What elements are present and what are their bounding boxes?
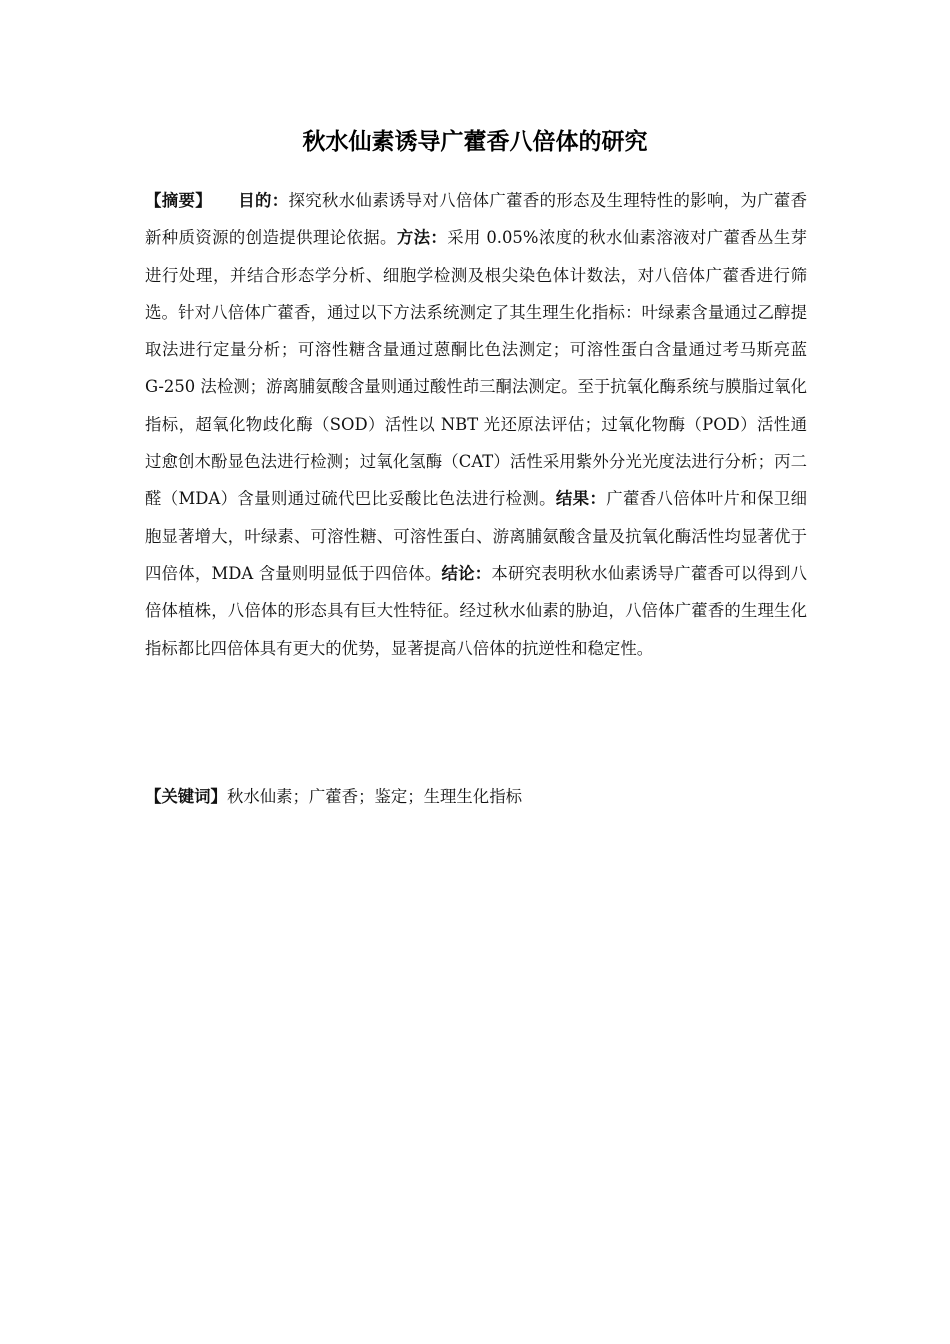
result-text: 广藿香八倍体叶片和保卫细胞显著增大，叶绿素、可溶性糖、可溶性蛋白、游离脯氨酸含量及抗氧化酶活性均显著优于四倍体，MDA 含量则明显低于四倍体。 (145, 489, 808, 583)
document-title: 秋水仙素诱导广藿香八倍体的研究 (302, 129, 648, 155)
keywords-text: 秋水仙素；广藿香；鉴定；生理生化指标 (226, 787, 522, 806)
keywords-label: 【关键词】 (145, 787, 227, 806)
purpose-text: 探究秋水仙素诱导对八倍体广藿香的形态及生理特性的影响，为广藿香新种质资源的创造提供理论依据。 (145, 191, 808, 248)
abstract-label: 【摘要】 (145, 191, 212, 210)
result-label: 结果： (555, 489, 607, 509)
keywords-line (145, 778, 807, 815)
purpose-label: 目的： (237, 191, 289, 210)
conclusion-label: 结论： (441, 563, 492, 583)
method-text: 采用 0.05%浓度的秋水仙素溶液对广藿香丛生芽进行处理，并结合形态学分析、细胞学检测及根尖染色体计数法，对八倍体广藿香进行筛选。针对八倍体广藿香，通过以下方法系统测定了其生理生化指标：叶绿素含量通过乙醇提取法进行定量分析；可溶性糖含量通过蒽酮比色法测定；可溶性蛋白含量通过考马斯亮蓝 G-250 法检测；游离脯氨酸含量则通过酸性茚三酮法测定。至于抗氧化酶系统与膜脂过氧化指标，超氧化物歧化酶（SOD）活性以 NBT 光还原法评估；过氧化物酶（POD）活性通过愈创木酚显色法进行检测；过氧化氢酶（CAT）活性采用紫外分光光度法进行分析；丙二醛（MDA）含量则通过硫代巴比妥酸比色法进行检测。 (145, 228, 808, 509)
conclusion-text: 本研究表明秋水仙素诱导广藿香可以得到八倍体植株，八倍体的形态具有巨大性特征。经过秋水仙素的胁迫，八倍体广藿香的生理生化指标都比四倍体具有更大的优势，显著提高八倍体的抗逆性和稳定性。 (145, 563, 808, 658)
abstract-paragraph (145, 182, 807, 667)
method-label: 方法： (396, 228, 448, 248)
